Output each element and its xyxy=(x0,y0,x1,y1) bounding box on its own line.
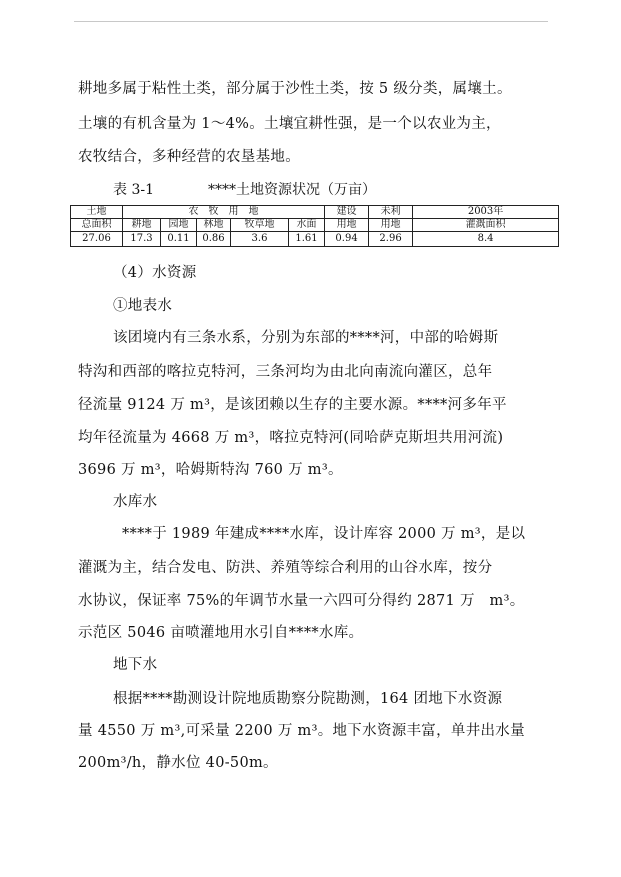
header-cell: 总面积 xyxy=(71,219,123,232)
value-cell: 8.4 xyxy=(413,232,559,247)
header-cell: 建设 xyxy=(325,206,369,219)
table-number: 表 3-1 xyxy=(113,182,154,198)
value-cell: 27.06 xyxy=(71,232,123,247)
header-cell: 林地 xyxy=(197,219,231,232)
section-heading-water: （4）水资源 xyxy=(113,265,197,281)
header-cell: 未利 xyxy=(369,206,413,219)
header-cell: 用地 xyxy=(325,219,369,232)
value-cell: 1.61 xyxy=(289,232,325,247)
header-cell: 水面 xyxy=(289,219,325,232)
header-cell: 用地 xyxy=(369,219,413,232)
reservoir-paragraph-line: ****于 1989 年建成****水库，设计库容 2000 万 m³，是以 xyxy=(122,526,526,542)
value-cell: 3.6 xyxy=(231,232,289,247)
table-header-row xyxy=(71,206,559,219)
header-cell: 耕地 xyxy=(123,219,161,232)
surface-paragraph-line: 3696 万 m³，哈姆斯特沟 760 万 m³。 xyxy=(78,462,343,478)
subheading-surface-water: ①地表水 xyxy=(113,298,173,314)
groundwater-paragraph-line: 量 4550 万 m³,可采量 2200 万 m³。地下水资源丰富，单井出水量 xyxy=(78,723,525,739)
value-cell: 17.3 xyxy=(123,232,161,247)
groundwater-paragraph-line: 根据****勘测设计院地质勘察分院勘测，164 团地下水资源 xyxy=(113,691,503,707)
header-cell: 园地 xyxy=(161,219,197,232)
surface-paragraph-line: 径流量 9124 万 m³，是该团赖以生存的主要水源。****河多年平 xyxy=(78,397,507,413)
reservoir-paragraph-line: 示范区 5046 亩喷灌地用水引自****水库。 xyxy=(78,625,364,641)
subheading-groundwater: 地下水 xyxy=(113,657,158,673)
table-title: ****土地资源状况（万亩） xyxy=(208,182,376,198)
value-cell: 0.86 xyxy=(197,232,231,247)
value-cell: 0.11 xyxy=(161,232,197,247)
surface-paragraph-line: 特沟和西部的喀拉克特河，三条河均为由北向南流向灌区，总年 xyxy=(78,364,493,380)
reservoir-paragraph-line: 水协议，保证率 75%的年调节水量一六四可分得约 2871 万 m³。 xyxy=(78,593,525,609)
table-row xyxy=(71,232,559,247)
soil-paragraph-line: 耕地多属于粘性土类，部分属于沙性土类，按 5 级分类，属壤土。 xyxy=(78,81,512,97)
reservoir-paragraph-line: 灌溉为主，结合发电、防洪、养殖等综合利用的山谷水库，按分 xyxy=(78,560,493,576)
surface-paragraph-line: 该团境内有三条水系，分别为东部的****河，中部的哈姆斯 xyxy=(113,330,499,346)
soil-paragraph-line: 土壤的有机含量为 1～4%。土壤宜耕性强，是一个以农业为主， xyxy=(78,116,501,132)
header-cell-group: 农 牧 用 地 xyxy=(123,206,325,219)
surface-paragraph-line: 均年径流量为 4668 万 m³，喀拉克特河(同哈萨克斯坦共用河流) xyxy=(78,430,504,446)
header-cell: 土地 xyxy=(71,206,123,219)
value-cell: 0.94 xyxy=(325,232,369,247)
header-cell: 灌溉面积 xyxy=(413,219,559,232)
soil-paragraph-line: 农牧结合，多种经营的农垦基地。 xyxy=(78,149,300,165)
value-cell: 2.96 xyxy=(369,232,413,247)
subheading-reservoir-water: 水库水 xyxy=(113,494,158,510)
page-header-rule xyxy=(74,21,548,22)
header-cell: 2003年 xyxy=(413,206,559,219)
header-cell: 牧草地 xyxy=(231,219,289,232)
land-resources-table xyxy=(70,205,559,247)
table-header-row xyxy=(71,219,559,232)
groundwater-paragraph-line: 200m³/h，静水位 40-50m。 xyxy=(78,755,278,771)
